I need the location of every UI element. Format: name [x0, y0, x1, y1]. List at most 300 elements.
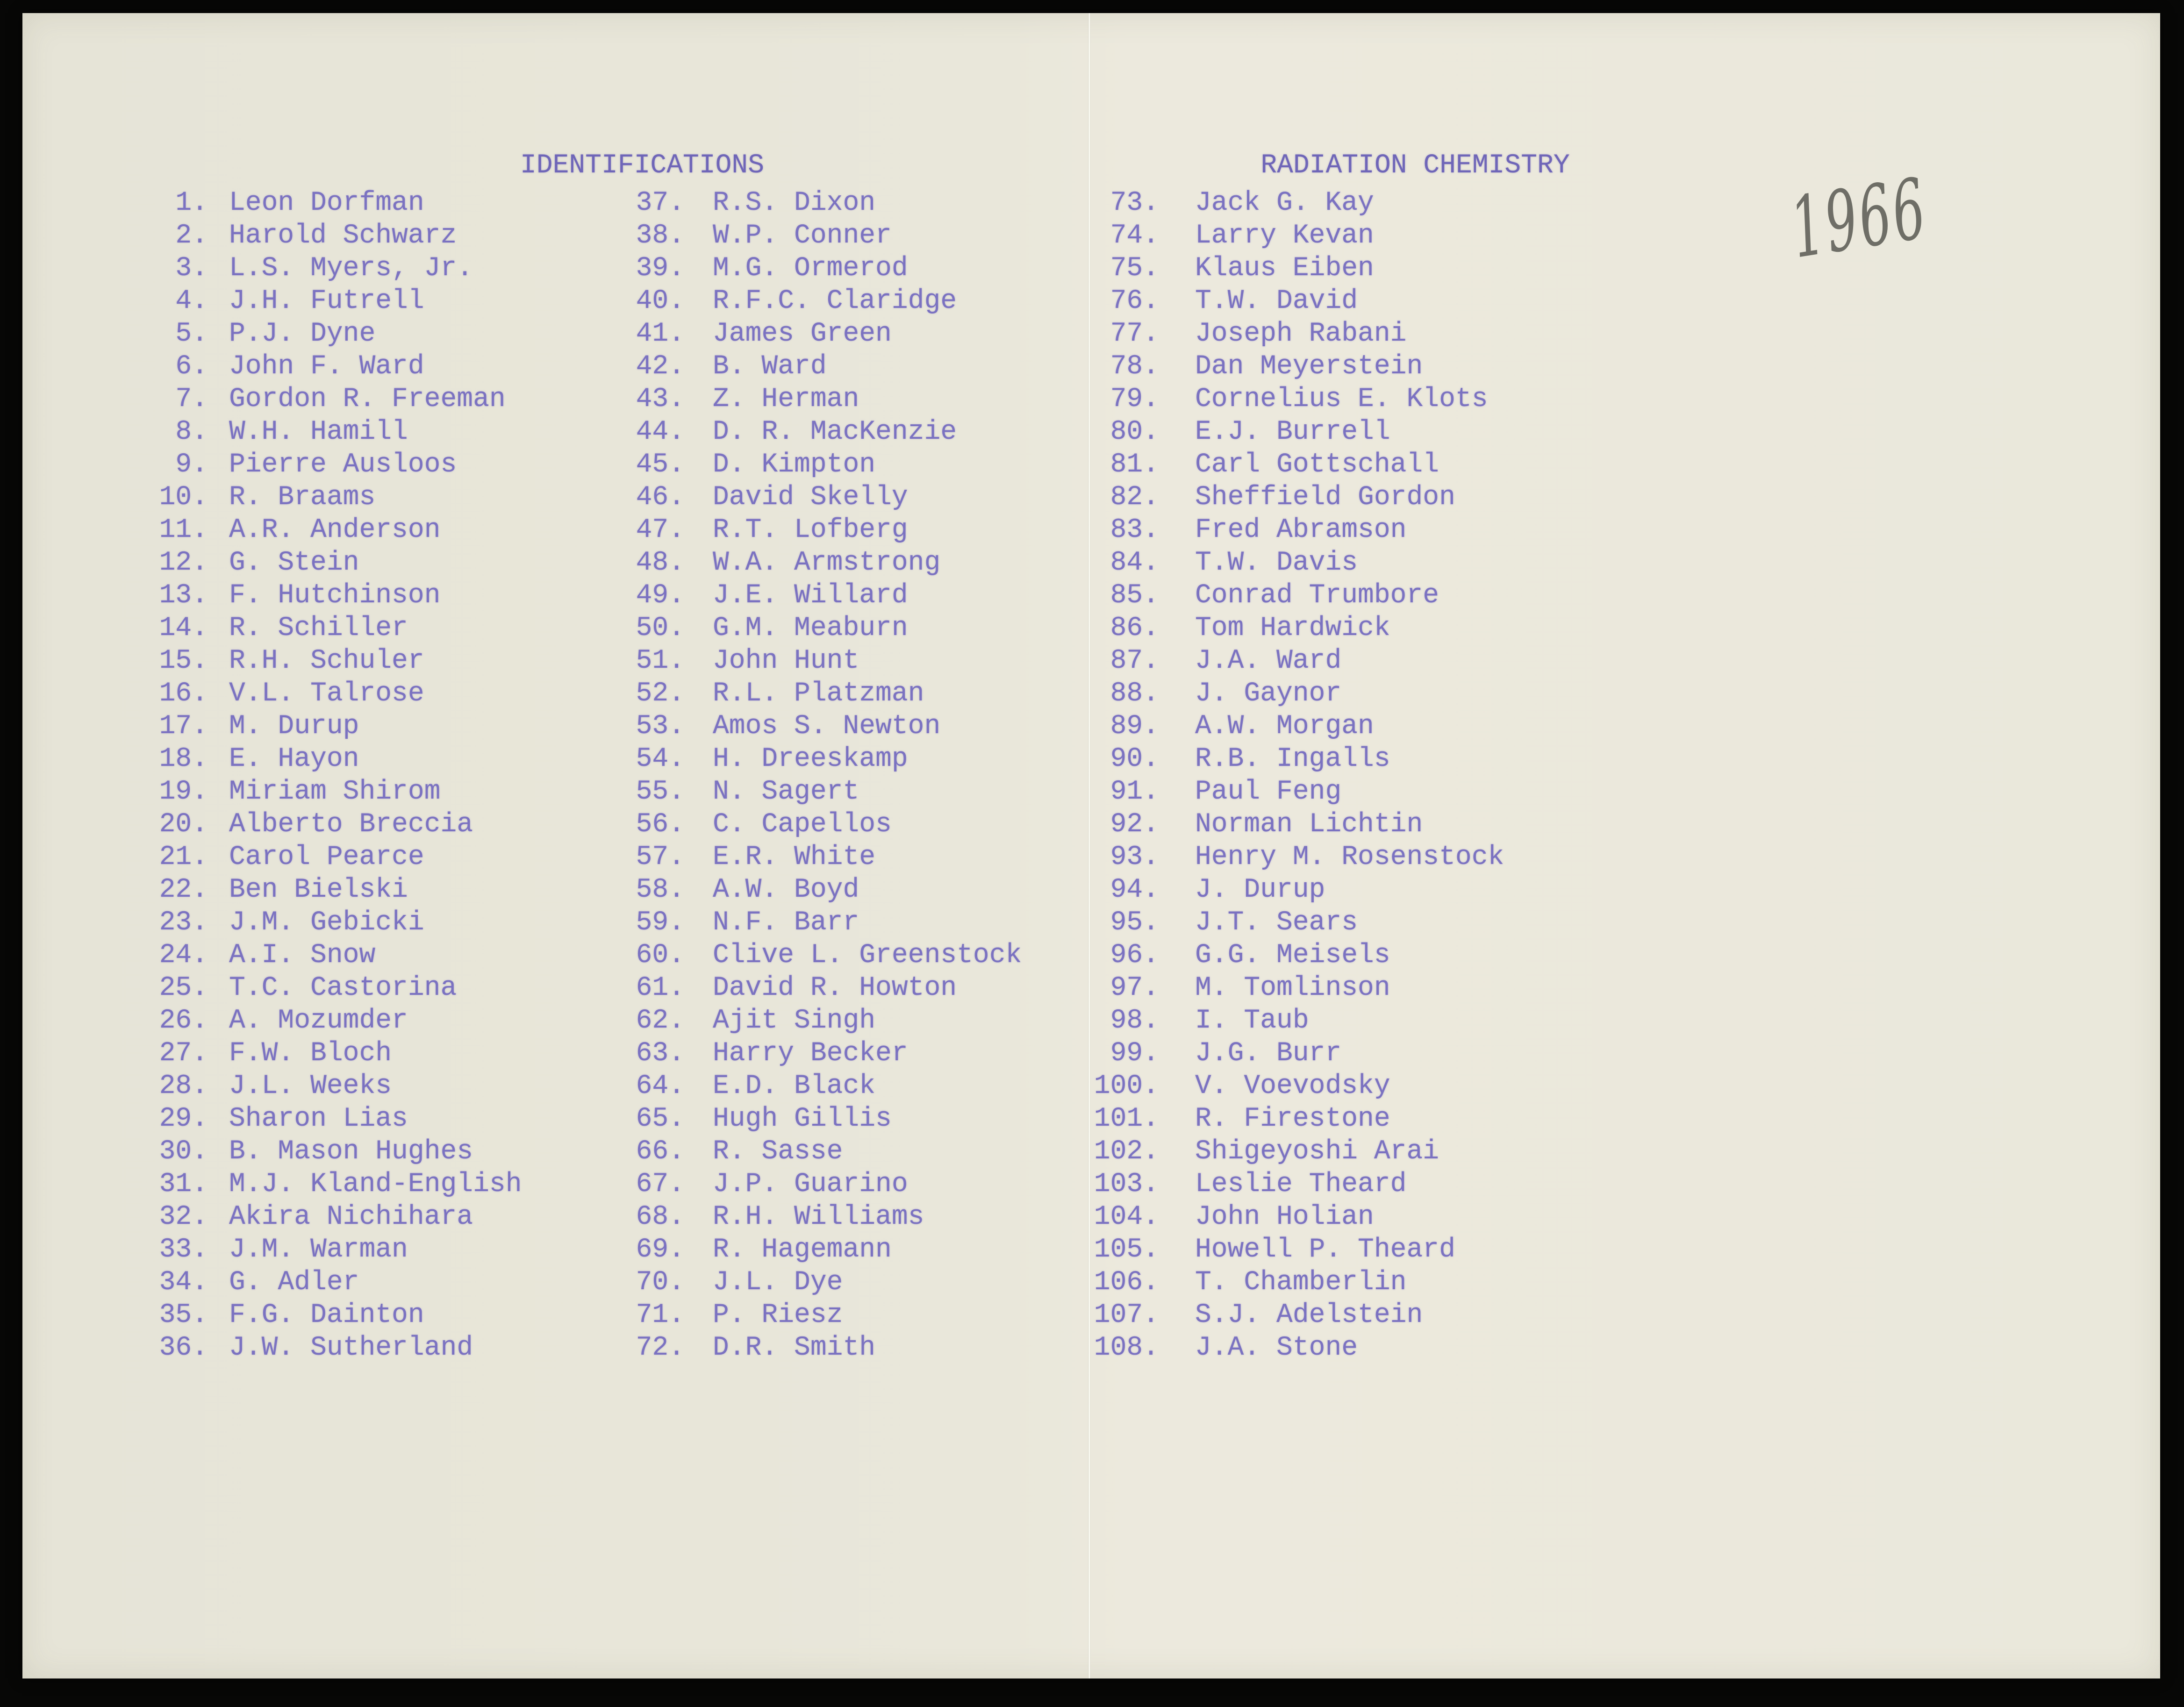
entry-name: W.H. Hamill: [229, 417, 408, 447]
list-item: [140, 776, 522, 808]
entry-number: 63.: [636, 1038, 685, 1069]
entry-name: F. Hutchinson: [229, 580, 441, 611]
list-item: [140, 1332, 522, 1364]
entry-number: 54.: [636, 744, 685, 774]
list-item: [140, 1299, 522, 1332]
entry-name: M. Durup: [229, 711, 359, 742]
entry-name: Henry M. Rosenstock: [1195, 842, 1504, 872]
list-item: [1091, 285, 1504, 318]
entry-number: 77.: [1110, 319, 1159, 349]
list-item: [1091, 481, 1504, 514]
entry-number: 64.: [636, 1071, 685, 1101]
list-item: [1091, 187, 1504, 220]
entry-name: A.I. Snow: [229, 940, 376, 971]
entry-name: E.J. Burrell: [1195, 417, 1390, 447]
entry-name: G.G. Meisels: [1195, 940, 1390, 971]
entry-name: Cornelius E. Klots: [1195, 384, 1488, 414]
entry-number: 99.: [1110, 1038, 1159, 1069]
list-item: [140, 1266, 522, 1299]
entry-name: R. Sasse: [713, 1136, 843, 1167]
list-item: [1091, 350, 1504, 383]
entry-number: 30.: [159, 1136, 208, 1167]
entry-name: Amos S. Newton: [713, 711, 941, 742]
entry-number: 20.: [159, 809, 208, 840]
entry-number: 23.: [159, 907, 208, 938]
entry-number: 74.: [1110, 221, 1159, 251]
list-item: [1091, 579, 1504, 612]
list-item: [617, 416, 1022, 449]
attendee-list-column-3: [1091, 187, 1504, 1364]
entry-number: 29.: [159, 1104, 208, 1134]
entry-number: 31.: [159, 1169, 208, 1200]
entry-number: 69.: [636, 1235, 685, 1265]
document-page: [22, 13, 2160, 1678]
entry-name: Carol Pearce: [229, 842, 424, 872]
entry-number: 1.: [175, 188, 208, 218]
entry-number: 36.: [159, 1333, 208, 1363]
list-item: [1091, 841, 1504, 874]
entry-number: 65.: [636, 1104, 685, 1134]
entry-number: 15.: [159, 646, 208, 676]
list-item: [617, 1299, 1022, 1332]
entry-name: John Hunt: [713, 646, 859, 676]
list-item: [140, 1037, 522, 1070]
entry-number: 70.: [636, 1267, 685, 1298]
entry-number: 76.: [1110, 286, 1159, 316]
list-item: [1091, 1234, 1504, 1266]
entry-number: 98.: [1110, 1006, 1159, 1036]
list-item: [140, 383, 522, 416]
list-item: [140, 874, 522, 907]
entry-number: 39.: [636, 253, 685, 284]
entry-name: V. Voevodsky: [1195, 1071, 1390, 1101]
entry-number: 100.: [1094, 1071, 1159, 1101]
entry-number: 5.: [175, 319, 208, 349]
entry-number: 107.: [1094, 1300, 1159, 1330]
entry-name: E.D. Black: [713, 1071, 876, 1101]
entry-name: Dan Meyerstein: [1195, 351, 1423, 382]
entry-name: Klaus Eiben: [1195, 253, 1374, 284]
entry-name: Shigeyoshi Arai: [1195, 1136, 1439, 1167]
list-item: [1091, 252, 1504, 285]
entry-number: 2.: [175, 221, 208, 251]
entry-name: A.R. Anderson: [229, 515, 441, 545]
list-item: [1091, 1168, 1504, 1201]
entry-name: David R. Howton: [713, 973, 957, 1003]
entry-name: J.P. Guarino: [713, 1169, 908, 1200]
entry-number: 97.: [1110, 973, 1159, 1003]
entry-number: 43.: [636, 384, 685, 414]
entry-name: Paul Feng: [1195, 777, 1342, 807]
entry-number: 87.: [1110, 646, 1159, 676]
entry-number: 40.: [636, 286, 685, 316]
list-item: [1091, 612, 1504, 645]
entry-name: Harold Schwarz: [229, 221, 457, 251]
entry-name: D.R. Smith: [713, 1333, 876, 1363]
list-item: [617, 1136, 1022, 1168]
entry-number: 19.: [159, 777, 208, 807]
entry-number: 32.: [159, 1202, 208, 1232]
entry-name: P.J. Dyne: [229, 319, 376, 349]
entry-number: 55.: [636, 777, 685, 807]
entry-number: 73.: [1110, 188, 1159, 218]
entry-number: 105.: [1094, 1235, 1159, 1265]
entry-number: 47.: [636, 515, 685, 545]
list-item: [617, 939, 1022, 972]
entry-name: Leon Dorfman: [229, 188, 424, 218]
entry-name: T.W. David: [1195, 286, 1358, 316]
entry-number: 53.: [636, 711, 685, 742]
list-item: [140, 481, 522, 514]
list-item: [617, 318, 1022, 350]
entry-name: J. Gaynor: [1195, 679, 1342, 709]
list-item: [617, 1234, 1022, 1266]
entry-name: A.W. Morgan: [1195, 711, 1374, 742]
list-item: [1091, 1005, 1504, 1037]
entry-number: 79.: [1110, 384, 1159, 414]
entry-number: 91.: [1110, 777, 1159, 807]
list-item: [617, 972, 1022, 1005]
entry-name: T.W. Davis: [1195, 548, 1358, 578]
list-item: [1091, 1299, 1504, 1332]
entry-name: Z. Herman: [713, 384, 859, 414]
entry-number: 92.: [1110, 809, 1159, 840]
list-item: [140, 449, 522, 481]
list-item: [140, 1168, 522, 1201]
list-item: [140, 1136, 522, 1168]
list-item: [1091, 1037, 1504, 1070]
list-item: [140, 1070, 522, 1103]
list-item: [140, 972, 522, 1005]
entry-name: Ben Bielski: [229, 875, 408, 905]
entry-number: 66.: [636, 1136, 685, 1167]
entry-number: 41.: [636, 319, 685, 349]
list-item: [140, 318, 522, 350]
list-item: [617, 220, 1022, 252]
list-item: [617, 514, 1022, 547]
list-item: [1091, 318, 1504, 350]
list-item: [617, 678, 1022, 710]
list-item: [1091, 1332, 1504, 1364]
entry-name: Akira Nichihara: [229, 1202, 473, 1232]
list-item: [1091, 1266, 1504, 1299]
entry-number: 56.: [636, 809, 685, 840]
entry-number: 88.: [1110, 679, 1159, 709]
list-item: [140, 416, 522, 449]
list-item: [140, 710, 522, 743]
list-item: [1091, 514, 1504, 547]
entry-name: T.C. Castorina: [229, 973, 457, 1003]
entry-name: R.B. Ingalls: [1195, 744, 1390, 774]
entry-name: A.W. Boyd: [713, 875, 859, 905]
list-item: [617, 252, 1022, 285]
entry-name: R. Hagemann: [713, 1235, 892, 1265]
list-item: [140, 220, 522, 252]
entry-number: 80.: [1110, 417, 1159, 447]
entry-name: Harry Becker: [713, 1038, 908, 1069]
page-title-identifications: IDENTIFICATIONS: [520, 150, 765, 181]
entry-name: David Skelly: [713, 482, 908, 513]
list-item: [1091, 678, 1504, 710]
entry-number: 18.: [159, 744, 208, 774]
list-item: [140, 514, 522, 547]
list-item: [1091, 547, 1504, 579]
list-item: [617, 776, 1022, 808]
entry-name: Tom Hardwick: [1195, 613, 1390, 643]
list-item: [617, 449, 1022, 481]
entry-number: 4.: [175, 286, 208, 316]
list-item: [617, 1070, 1022, 1103]
list-item: [1091, 972, 1504, 1005]
entry-number: 104.: [1094, 1202, 1159, 1232]
entry-name: S.J. Adelstein: [1195, 1300, 1423, 1330]
entry-number: 52.: [636, 679, 685, 709]
entry-name: G. Stein: [229, 548, 359, 578]
entry-number: 45.: [636, 450, 685, 480]
fold-crease: [1088, 13, 1091, 1678]
entry-number: 59.: [636, 907, 685, 938]
entry-number: 7.: [175, 384, 208, 414]
list-item: [140, 612, 522, 645]
list-item: [140, 743, 522, 776]
list-item: [140, 1201, 522, 1234]
list-item: [617, 841, 1022, 874]
list-item: [1091, 710, 1504, 743]
entry-number: 42.: [636, 351, 685, 382]
list-item: [1091, 220, 1504, 252]
entry-name: R. Firestone: [1195, 1104, 1390, 1134]
entry-number: 106.: [1094, 1267, 1159, 1298]
entry-number: 93.: [1110, 842, 1159, 872]
entry-number: 58.: [636, 875, 685, 905]
entry-name: R. Braams: [229, 482, 376, 513]
list-item: [1091, 449, 1504, 481]
entry-name: E. Hayon: [229, 744, 359, 774]
entry-number: 83.: [1110, 515, 1159, 545]
entry-number: 48.: [636, 548, 685, 578]
entry-name: C. Capellos: [713, 809, 892, 840]
entry-name: J.T. Sears: [1195, 907, 1358, 938]
list-item: [140, 285, 522, 318]
list-item: [1091, 1103, 1504, 1136]
list-item: [617, 743, 1022, 776]
entry-name: J. Durup: [1195, 875, 1325, 905]
list-item: [140, 1005, 522, 1037]
list-item: [140, 841, 522, 874]
entry-name: R.H. Schuler: [229, 646, 424, 676]
entry-name: J.E. Willard: [713, 580, 908, 611]
entry-name: J.L. Dye: [713, 1267, 843, 1298]
list-item: [140, 939, 522, 972]
entry-name: J.G. Burr: [1195, 1038, 1342, 1069]
entry-number: 61.: [636, 973, 685, 1003]
entry-number: 95.: [1110, 907, 1159, 938]
entry-name: John F. Ward: [229, 351, 424, 382]
entry-name: R.L. Platzman: [713, 679, 924, 709]
list-item: [140, 579, 522, 612]
list-item: [140, 907, 522, 939]
entry-number: 84.: [1110, 548, 1159, 578]
entry-name: James Green: [713, 319, 892, 349]
entry-name: Carl Gottschall: [1195, 450, 1439, 480]
entry-name: Howell P. Theard: [1195, 1235, 1455, 1265]
list-item: [1091, 383, 1504, 416]
entry-number: 38.: [636, 221, 685, 251]
attendee-list-column-1: [140, 187, 522, 1364]
list-item: [617, 1103, 1022, 1136]
entry-number: 89.: [1110, 711, 1159, 742]
list-item: [1091, 1201, 1504, 1234]
entry-number: 60.: [636, 940, 685, 971]
page-title-radiation-chemistry: RADIATION CHEMISTRY: [1260, 150, 1570, 181]
list-item: [617, 645, 1022, 678]
entry-name: F.G. Dainton: [229, 1300, 424, 1330]
entry-name: J.H. Futrell: [229, 286, 424, 316]
list-item: [140, 808, 522, 841]
entry-name: F.W. Bloch: [229, 1038, 392, 1069]
entry-number: 103.: [1094, 1169, 1159, 1200]
list-item: [140, 1103, 522, 1136]
list-item: [617, 1168, 1022, 1201]
entry-name: I. Taub: [1195, 1006, 1309, 1036]
entry-name: R.S. Dixon: [713, 188, 876, 218]
entry-name: M.J. Kland-English: [229, 1169, 522, 1200]
entry-number: 35.: [159, 1300, 208, 1330]
list-item: [140, 547, 522, 579]
list-item: [617, 874, 1022, 907]
entry-number: 14.: [159, 613, 208, 643]
list-item: [617, 1005, 1022, 1037]
entry-number: 24.: [159, 940, 208, 971]
entry-number: 75.: [1110, 253, 1159, 284]
entry-number: 25.: [159, 973, 208, 1003]
entry-number: 49.: [636, 580, 685, 611]
entry-name: W.P. Conner: [713, 221, 892, 251]
list-item: [617, 1266, 1022, 1299]
entry-name: N. Sagert: [713, 777, 859, 807]
entry-name: H. Dreeskamp: [713, 744, 908, 774]
entry-number: 102.: [1094, 1136, 1159, 1167]
list-item: [617, 1332, 1022, 1364]
entry-name: R.F.C. Claridge: [713, 286, 957, 316]
entry-number: 81.: [1110, 450, 1159, 480]
entry-name: P. Riesz: [713, 1300, 843, 1330]
entry-number: 3.: [175, 253, 208, 284]
entry-number: 8.: [175, 417, 208, 447]
entry-name: Sheffield Gordon: [1195, 482, 1455, 513]
list-item: [1091, 939, 1504, 972]
list-item: [1091, 743, 1504, 776]
entry-name: J.M. Gebicki: [229, 907, 424, 938]
entry-name: J.A. Ward: [1195, 646, 1342, 676]
entry-name: R.T. Lofberg: [713, 515, 908, 545]
list-item: [617, 547, 1022, 579]
entry-number: 10.: [159, 482, 208, 513]
entry-number: 33.: [159, 1235, 208, 1265]
entry-number: 28.: [159, 1071, 208, 1101]
entry-number: 21.: [159, 842, 208, 872]
entry-name: G. Adler: [229, 1267, 359, 1298]
entry-number: 86.: [1110, 613, 1159, 643]
entry-number: 17.: [159, 711, 208, 742]
entry-name: Miriam Shirom: [229, 777, 441, 807]
entry-number: 34.: [159, 1267, 208, 1298]
entry-name: Alberto Breccia: [229, 809, 473, 840]
entry-name: E.R. White: [713, 842, 876, 872]
entry-number: 101.: [1094, 1104, 1159, 1134]
entry-number: 26.: [159, 1006, 208, 1036]
attendee-list-column-2: [617, 187, 1022, 1364]
handwritten-year: 1966: [1784, 160, 1934, 277]
entry-name: Joseph Rabani: [1195, 319, 1407, 349]
entry-name: V.L. Talrose: [229, 679, 424, 709]
entry-name: A. Mozumder: [229, 1006, 408, 1036]
entry-number: 50.: [636, 613, 685, 643]
entry-name: T. Chamberlin: [1195, 1267, 1407, 1298]
entry-name: D. R. MacKenzie: [713, 417, 957, 447]
entry-number: 13.: [159, 580, 208, 611]
entry-number: 82.: [1110, 482, 1159, 513]
list-item: [617, 710, 1022, 743]
entry-number: 71.: [636, 1300, 685, 1330]
entry-number: 96.: [1110, 940, 1159, 971]
entry-number: 72.: [636, 1333, 685, 1363]
list-item: [1091, 874, 1504, 907]
list-item: [1091, 416, 1504, 449]
entry-name: M.G. Ormerod: [713, 253, 908, 284]
entry-name: Larry Kevan: [1195, 221, 1374, 251]
list-item: [617, 907, 1022, 939]
entry-name: J.M. Warman: [229, 1235, 408, 1265]
entry-name: Sharon Lias: [229, 1104, 408, 1134]
entry-number: 12.: [159, 548, 208, 578]
entry-name: R. Schiller: [229, 613, 408, 643]
entry-number: 57.: [636, 842, 685, 872]
entry-name: Jack G. Kay: [1195, 188, 1374, 218]
list-item: [1091, 645, 1504, 678]
list-item: [1091, 1070, 1504, 1103]
entry-name: W.A. Armstrong: [713, 548, 941, 578]
entry-name: B. Mason Hughes: [229, 1136, 473, 1167]
entry-name: D. Kimpton: [713, 450, 876, 480]
list-item: [140, 1234, 522, 1266]
entry-name: R.H. Williams: [713, 1202, 924, 1232]
entry-name: Fred Abramson: [1195, 515, 1407, 545]
entry-number: 46.: [636, 482, 685, 513]
entry-number: 6.: [175, 351, 208, 382]
entry-number: 51.: [636, 646, 685, 676]
entry-number: 9.: [175, 450, 208, 480]
entry-number: 67.: [636, 1169, 685, 1200]
entry-name: M. Tomlinson: [1195, 973, 1390, 1003]
list-item: [617, 1201, 1022, 1234]
entry-name: Conrad Trumbore: [1195, 580, 1439, 611]
entry-number: 16.: [159, 679, 208, 709]
entry-number: 78.: [1110, 351, 1159, 382]
list-item: [1091, 776, 1504, 808]
entry-name: Leslie Theard: [1195, 1169, 1407, 1200]
entry-name: B. Ward: [713, 351, 827, 382]
list-item: [617, 612, 1022, 645]
list-item: [1091, 907, 1504, 939]
list-item: [140, 252, 522, 285]
list-item: [617, 350, 1022, 383]
entry-number: 37.: [636, 188, 685, 218]
list-item: [617, 383, 1022, 416]
entry-name: G.M. Meaburn: [713, 613, 908, 643]
entry-name: Ajit Singh: [713, 1006, 876, 1036]
entry-number: 85.: [1110, 580, 1159, 611]
